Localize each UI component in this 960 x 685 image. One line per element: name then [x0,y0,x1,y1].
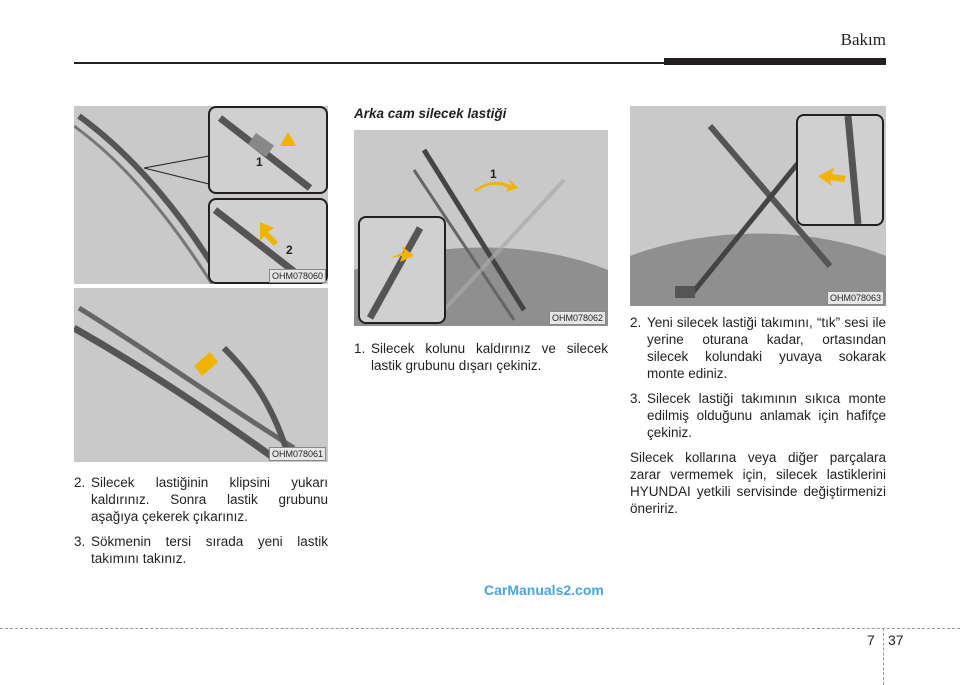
figure-rear-blade-install [630,106,886,306]
callout-2: 2 [286,243,293,257]
step-item: 1. Silecek kolunu kaldırınız ve silecek lastik grubunu dışarı çekiniz. [354,341,608,373]
inset-rear-clip [358,216,446,324]
step-item: 2. Yeni silecek lastiği takımını, “tık” sesi ile yerine oturana kadar, ortasından silecek kolundaki yuvaya sokarak monte ediniz. [630,315,886,381]
chapter-number: 7 [867,632,875,648]
figure-wiper-clip [74,106,328,284]
arrow-insert-icon [818,168,846,186]
figure-blade-install [74,288,328,462]
section-title: Arka cam silecek lastiği [354,106,507,121]
middle-steps [354,340,608,382]
inset-clip-lift [208,106,328,194]
header-rule-accent [664,58,886,65]
footer-rule [0,628,960,629]
wiper-blade-illustration [74,288,328,462]
callout-1: 1 [256,155,263,169]
figure-rear-wiper-lift [354,130,608,326]
arrow-insert-icon [194,352,218,376]
page-number: 37 [888,632,904,648]
figure-code: OHM078063 [827,291,884,305]
figure-code: OHM078060 [269,269,326,283]
step-item: 3. Silecek lastiği takımının sıkıca monte edilmiş olduğunu anlamak için hafifçe çekiniz. [630,391,886,440]
page-separator [883,628,884,685]
figure-code: OHM078061 [269,447,326,461]
page-header-title: Bakım [840,30,886,49]
left-steps [74,474,328,575]
arrow-pull-icon [260,222,278,246]
figure-code: OHM078062 [549,311,606,325]
arrow-up-icon [280,132,296,146]
note-paragraph: Silecek kollarına veya diğer parçalara zarar vermemek için, silecek lastiklerini HYUNDAI yetkili servisinde değiştirmenizi öneririz. [630,450,886,516]
step-item: 3. Sökmenin tersi sırada yeni lastik takımını takınız. [74,534,328,566]
callout-1: 1 [490,167,497,181]
header-rule [74,62,664,64]
inset-blade-snap [796,114,884,226]
step-item: 2. Silecek lastiğinin klipsini yukarı kaldırınız. Sonra lastik grubunu aşağıya çekerek çıkarınız. [74,475,328,524]
right-steps [630,314,886,517]
watermark-link[interactable]: CarManuals2.com [484,582,604,598]
